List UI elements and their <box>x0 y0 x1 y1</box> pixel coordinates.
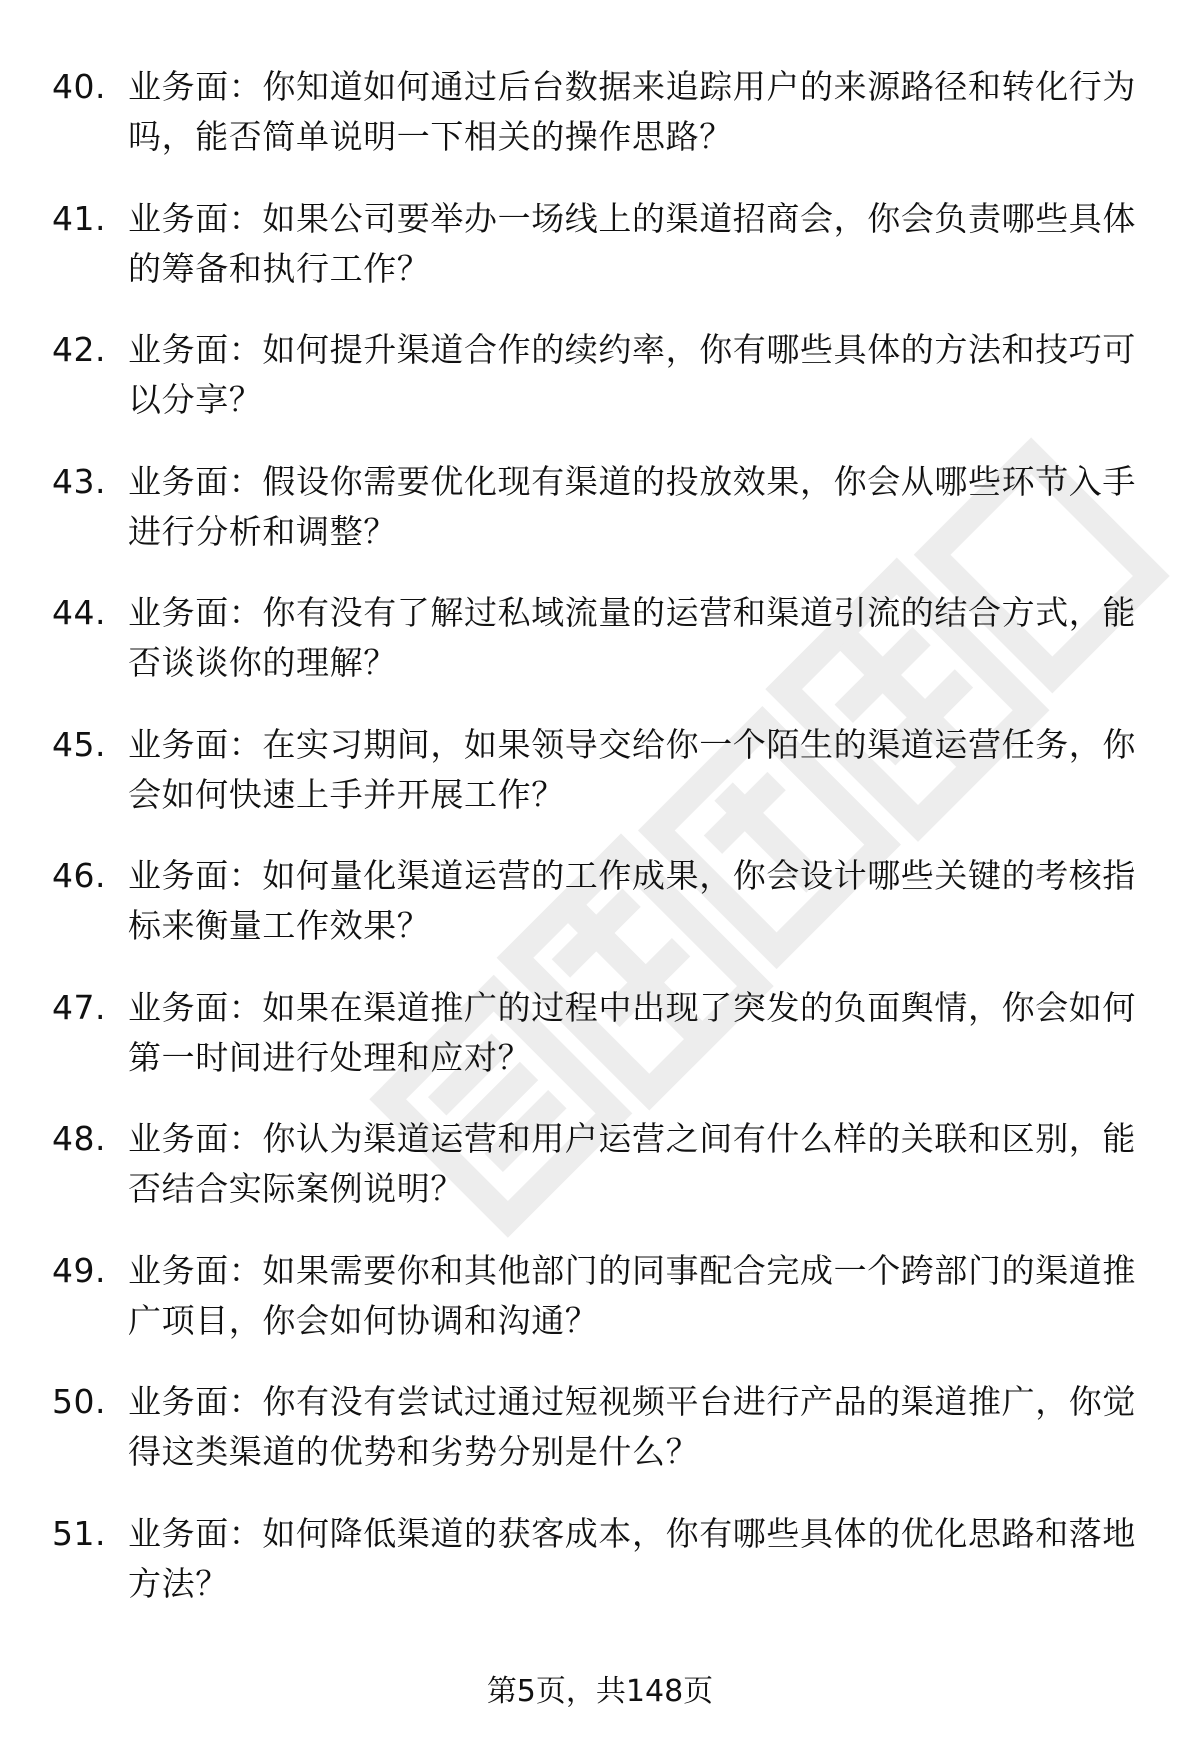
question-item <box>0 184 1200 316</box>
question-text: 业务面：你认为渠道运营和用户运营之间有什么样的关联和区别，能否结合实际案例说明？ <box>128 1119 1136 1208</box>
question-text: 业务面：你有没有了解过私域流量的运营和渠道引流的结合方式，能否谈谈你的理解？ <box>128 593 1136 682</box>
question-item <box>0 447 1200 579</box>
question-item <box>0 1367 1200 1499</box>
question-number: 51. <box>52 1513 106 1553</box>
question-number: 46. <box>52 856 106 895</box>
question-number: 41. <box>52 198 106 238</box>
question-number: 47. <box>52 987 106 1027</box>
question-item <box>0 973 1200 1105</box>
question-text: 业务面：如何提升渠道合作的续约率，你有哪些具体的方法和技巧可以分享？ <box>128 330 1136 419</box>
question-text: 业务面：如果公司要举办一场线上的渠道招商会，你会负责哪些具体的筹备和执行工作？ <box>128 198 1136 288</box>
question-item <box>0 52 1200 184</box>
question-item <box>0 710 1200 842</box>
question-item <box>0 1499 1200 1631</box>
page-footer: 第5页，共148页 <box>486 1674 714 1709</box>
question-text: 业务面：在实习期间，如果领导交给你一个陌生的渠道运营任务，你会如何快速上手并开展工作？ <box>128 724 1136 814</box>
question-text: 业务面：假设你需要优化现有渠道的投放效果，你会从哪些环节入手进行分析和调整？ <box>128 461 1136 551</box>
question-text: 业务面：你有没有尝试过通过短视频平台进行产品的渠道推广，你觉得这类渠道的优势和劣势分别是什么？ <box>128 1382 1136 1471</box>
question-item <box>0 1104 1200 1236</box>
question-item <box>0 841 1200 973</box>
question-number: 45. <box>52 724 106 764</box>
question-text: 业务面：如何量化渠道运营的工作成果，你会设计哪些关键的考核指标来衡量工作效果？ <box>128 856 1136 945</box>
question-text: 业务面：如何降低渠道的获客成本，你有哪些具体的优化思路和落地方法？ <box>128 1513 1136 1603</box>
question-text: 业务面：如果在渠道推广的过程中出现了突发的负面舆情，你会如何第一时间进行处理和应对？ <box>128 987 1136 1077</box>
question-text: 业务面：你知道如何通过后台数据来追踪用户的来源路径和转化行为吗，能否简单说明一下相关的操作思路？ <box>128 67 1136 156</box>
question-item <box>0 1236 1200 1368</box>
question-list <box>0 52 1200 1630</box>
question-number: 40. <box>52 67 106 106</box>
question-item <box>0 315 1200 447</box>
question-number: 48. <box>52 1119 106 1158</box>
question-number: 44. <box>52 593 106 632</box>
question-text: 业务面：如果需要你和其他部门的同事配合完成一个跨部门的渠道推广项目，你会如何协调和沟通？ <box>128 1250 1136 1340</box>
question-item <box>0 578 1200 710</box>
question-number: 50. <box>52 1382 106 1421</box>
question-number: 42. <box>52 330 106 369</box>
question-number: 43. <box>52 461 106 501</box>
question-number: 49. <box>52 1250 106 1290</box>
